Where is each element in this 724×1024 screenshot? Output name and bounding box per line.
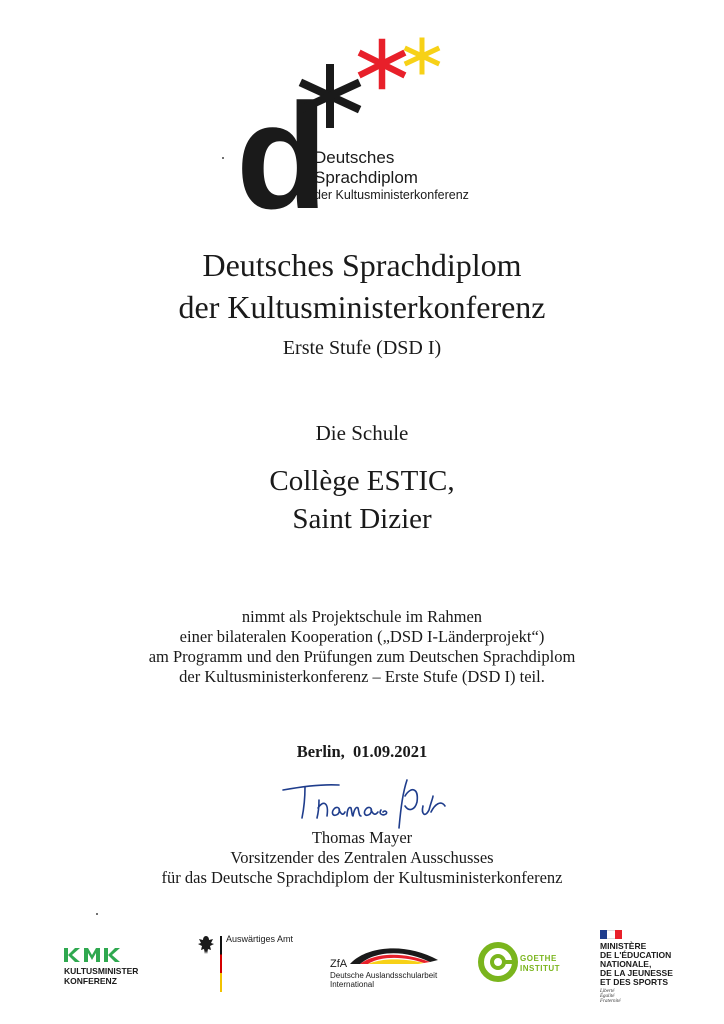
kmk-line1: KULTUSMINISTER: [64, 966, 139, 976]
kmk-text: [64, 966, 174, 986]
title-line2: der Kultusministerkonferenz: [178, 289, 546, 325]
body-line1: nimmt als Projektschule im Rahmen: [241, 607, 483, 626]
ministere-education-logo: [600, 930, 690, 1010]
men-motto1: Liberté: [600, 989, 615, 994]
zfa-line2: International: [330, 980, 375, 989]
men-motto3: Fraternité: [600, 999, 621, 1004]
zfa-logo: [328, 944, 448, 992]
ministere-motto: [600, 989, 690, 1004]
body-line2: einer bilateralen Kooperation („DSD I-Länderprojekt“): [179, 627, 545, 646]
auswaertiges-amt-logo: [196, 934, 326, 994]
signature: [275, 772, 475, 832]
auswaertiges-amt-label: Auswärtiges Amt: [226, 934, 294, 944]
signer-name: Thomas Mayer: [311, 828, 413, 847]
zfa-name: ZfA: [330, 958, 348, 970]
ministere-text: [600, 942, 690, 987]
dsd-logo-text: [314, 148, 469, 202]
school-name-line2: Saint Dizier: [292, 503, 432, 535]
men-motto2: Égalité: [600, 994, 615, 999]
kmk-logo: [64, 948, 174, 986]
signer-role-line2: für das Deutsche Sprachdiplom der Kultusministerkonferenz: [161, 868, 563, 887]
dsd-logo-line1: Deutsches: [314, 148, 395, 167]
goethe-line2: INSTITUT: [520, 964, 560, 973]
certificate-subtitle: Erste Stufe (DSD I): [282, 337, 442, 359]
zfa-subtitle: [330, 971, 437, 989]
title-line1: Deutsches Sprachdiplom: [202, 247, 522, 283]
body-line3: am Programm und den Prüfungen zum Deutschen Sprachdiplom: [148, 647, 576, 666]
red-star-icon: [362, 42, 402, 86]
dsd-letter-d: d: [236, 72, 328, 228]
school-intro: Die Schule: [315, 421, 409, 445]
goethe-spiral-icon: [478, 942, 518, 982]
body-line4: der Kultusministerkonferenz – Erste Stufe (DSD I) teil.: [179, 667, 545, 686]
men-line4: DE LA JEUNESSE: [600, 968, 673, 978]
men-line1: MINISTÈRE: [600, 941, 647, 951]
dsd-logo: [236, 28, 506, 228]
men-line3: NATIONALE,: [600, 959, 652, 969]
certificate-title: [0, 244, 724, 328]
goethe-institut-logo: [478, 942, 578, 984]
scan-speck: [96, 913, 98, 915]
place-date: Berlin, 01.09.2021: [296, 742, 428, 761]
zfa-line1: Deutsche Auslandsschularbeit: [330, 971, 438, 980]
german-flag-bar: [220, 936, 222, 992]
federal-eagle-icon: [196, 934, 216, 956]
dsd-logo-line3: der Kultusministerkonferenz: [314, 188, 469, 203]
school-name: [0, 462, 724, 538]
kmk-line2: KONFERENZ: [64, 976, 117, 986]
signer-block: [0, 828, 724, 888]
dsd-logo-line2: Sprachdiplom: [314, 167, 418, 187]
zfa-arc-icon: [346, 944, 442, 964]
kmk-mark-icon: [64, 948, 120, 962]
school-name-line1: Collège ESTIC,: [269, 465, 455, 497]
french-flag-icon: [600, 930, 622, 939]
signer-role-line1: Vorsitzender des Zentralen Ausschusses: [230, 848, 494, 867]
yellow-star-icon: [407, 40, 437, 72]
scan-speck: [222, 157, 224, 159]
goethe-line1: GOETHE: [520, 954, 557, 963]
men-line2: DE L'ÉDUCATION: [600, 950, 672, 960]
certificate-body: [0, 607, 724, 687]
goethe-text: [520, 954, 560, 974]
men-line5: ET DES SPORTS: [600, 977, 669, 987]
